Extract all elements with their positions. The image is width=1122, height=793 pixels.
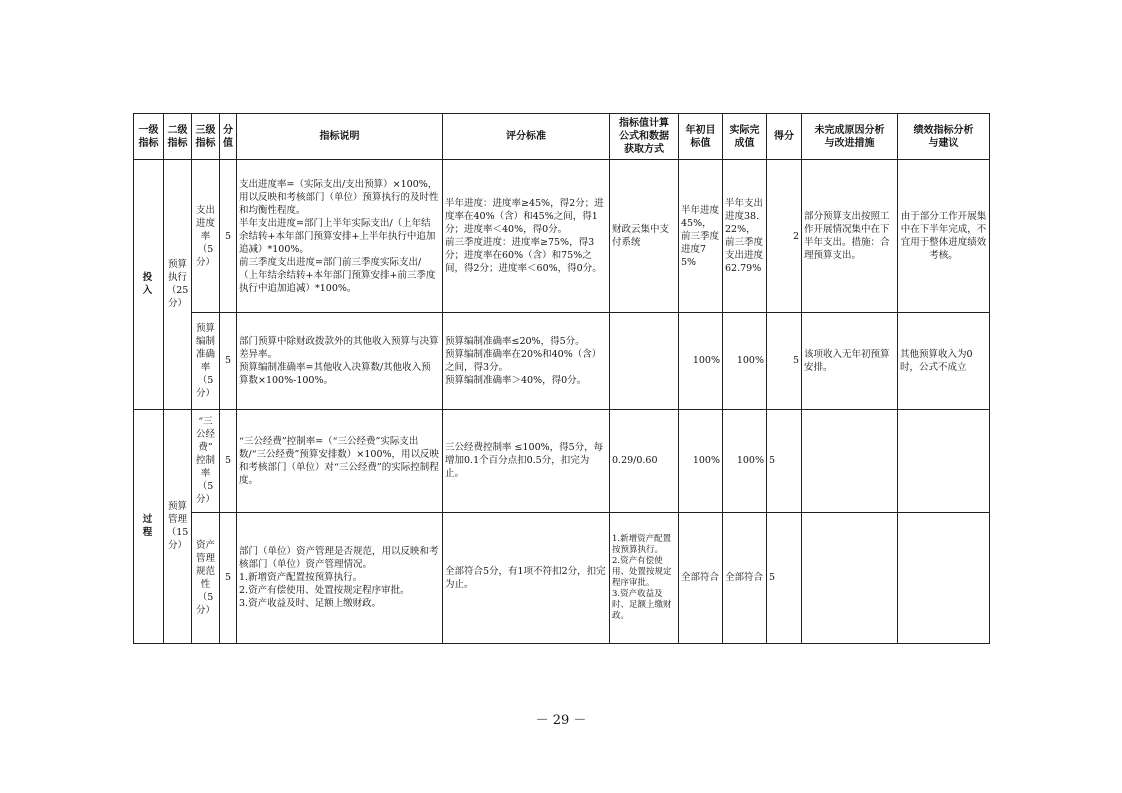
reason-cell: 该项收入无年初预算安排。 [802,313,898,409]
criteria-cell: 半年进度：进度率≥45%，得2分；进度率在40%（含）和45%之间，得1分；进度率＜40%，得0分。 前三季度进度：进度率≥75%，得3分；进度率在60%（含）和75%之间，得2分；进度率＜60%，得0分。 [443,160,610,313]
criteria-cell: 三公经费控制率 ≤100%，得5分，每增加0.1个百分点扣0.5分，扣完为止。 [443,409,610,512]
table-row [134,313,990,409]
score-cell: 5 [767,313,802,409]
level3-cell: 预算 编制 准确 率 （5 分） [192,313,220,409]
actual-cell: 全部符合 [723,512,767,643]
analysis-cell [898,409,990,512]
level1-process: 过 程 [134,409,164,643]
reason-cell: 部分预算支出按照工作开展情况集中在下半年支出。措施：合理预算支出。 [802,160,898,313]
weight-cell: 5 [220,160,237,313]
formula-cell: 1.新增资产配置按预算执行。 2.资产有偿使用、处置按规定程序审批。 3.资产收益及时、足额上缴财政。 [610,512,679,643]
desc-cell: “三公经费”控制率=（“三公经费”实际支出数/“三公经费”预算安排数）×100%，用以反映和考核部门（单位）对“三公经费”的实际控制程度。 [237,409,443,512]
header-level3: 三级 指标 [192,114,220,160]
target-cell: 半年进度45%，前三季度进度75% [679,160,723,313]
level1-input: 投 入 [134,160,164,409]
actual-cell: 100% [723,313,767,409]
header-reason: 未完成原因分析 与改进措施 [802,114,898,160]
weight-cell: 5 [220,313,237,409]
header-level1: 一级 指标 [134,114,164,160]
weight-cell: 5 [220,512,237,643]
header-score: 得分 [767,114,802,160]
formula-cell [610,313,679,409]
header-criteria: 评分标准 [443,114,610,160]
weight-cell: 5 [220,409,237,512]
level3-cell: 支出 进度 率 （5 分） [192,160,220,313]
header-analysis: 绩效指标分析 与建议 [898,114,990,160]
page-number: － 29 － [535,713,587,728]
table-row [134,160,990,313]
analysis-cell [898,512,990,643]
actual-cell: 100% [723,409,767,512]
header-row [134,114,990,160]
header-level2: 二级 指标 [164,114,192,160]
level3-cell: 资产 管理 规范 性 （5 分） [192,512,220,643]
level3-cell: “三 公经 费” 控制 率 （5 分） [192,409,220,512]
target-cell: 100% [679,313,723,409]
analysis-cell: 其他预算收入为0时，公式不成立 [898,313,990,409]
performance-indicator-table [133,113,990,644]
analysis-cell: 由于部分工作开展集中在下半年完成，不宜用于整体进度绩效考核。 [898,160,990,313]
actual-cell: 半年支出进度38.22%，前三季度支出进度62.79% [723,160,767,313]
desc-cell: 支出进度率=（实际支出/支出预算）×100%，用以反映和考核部门（单位）预算执行的及时性和均衡性程度。 半年支出进度=部门上半年实际支出/（上年结余结转+本年部门预算安排+上半年执行中追加追减）*100%。 前三季度支出进度=部门前三季度实际支出/（上年结余结转+本年部门预算安排+前三季度执行中追加追减）*100%。 [237,160,443,313]
target-cell: 100% [679,409,723,512]
score-cell: 2 [767,160,802,313]
table-row [134,409,990,512]
criteria-cell: 预算编制准确率≤20%，得5分。 预算编制准确率在20%和40%（含）之间，得3分。 预算编制准确率＞40%，得0分。 [443,313,610,409]
header-weight: 分 值 [220,114,237,160]
desc-cell: 部门预算中除财政拨款外的其他收入预算与决算差异率。 预算编制准确率=其他收入决算数/其他收入预算数×100%-100%。 [237,313,443,409]
header-actual: 实际完 成值 [723,114,767,160]
header-desc: 指标说明 [237,114,443,160]
level2-budget-exec: 预算 执行 （25 分） [164,160,192,409]
reason-cell [802,512,898,643]
criteria-cell: 全部符合5分，有1项不符扣2分，扣完为止。 [443,512,610,643]
table-row [134,512,990,643]
formula-cell: 0.29/0.60 [610,409,679,512]
desc-cell: 部门（单位）资产管理是否规范，用以反映和考核部门（单位）资产管理情况。 1.新增资产配置按预算执行。 2.资产有偿使用、处置按规定程序审批。 3.资产收益及时、足额上缴财政。 [237,512,443,643]
score-cell: 5 [767,512,802,643]
score-cell: 5 [767,409,802,512]
reason-cell [802,409,898,512]
header-formula: 指标值计算 公式和数据 获取方式 [610,114,679,160]
level2-budget-mgmt: 预算 管理 （15 分） [164,409,192,643]
header-target: 年初目 标值 [679,114,723,160]
target-cell: 全部符合 [679,512,723,643]
formula-cell: 财政云集中支付系统 [610,160,679,313]
